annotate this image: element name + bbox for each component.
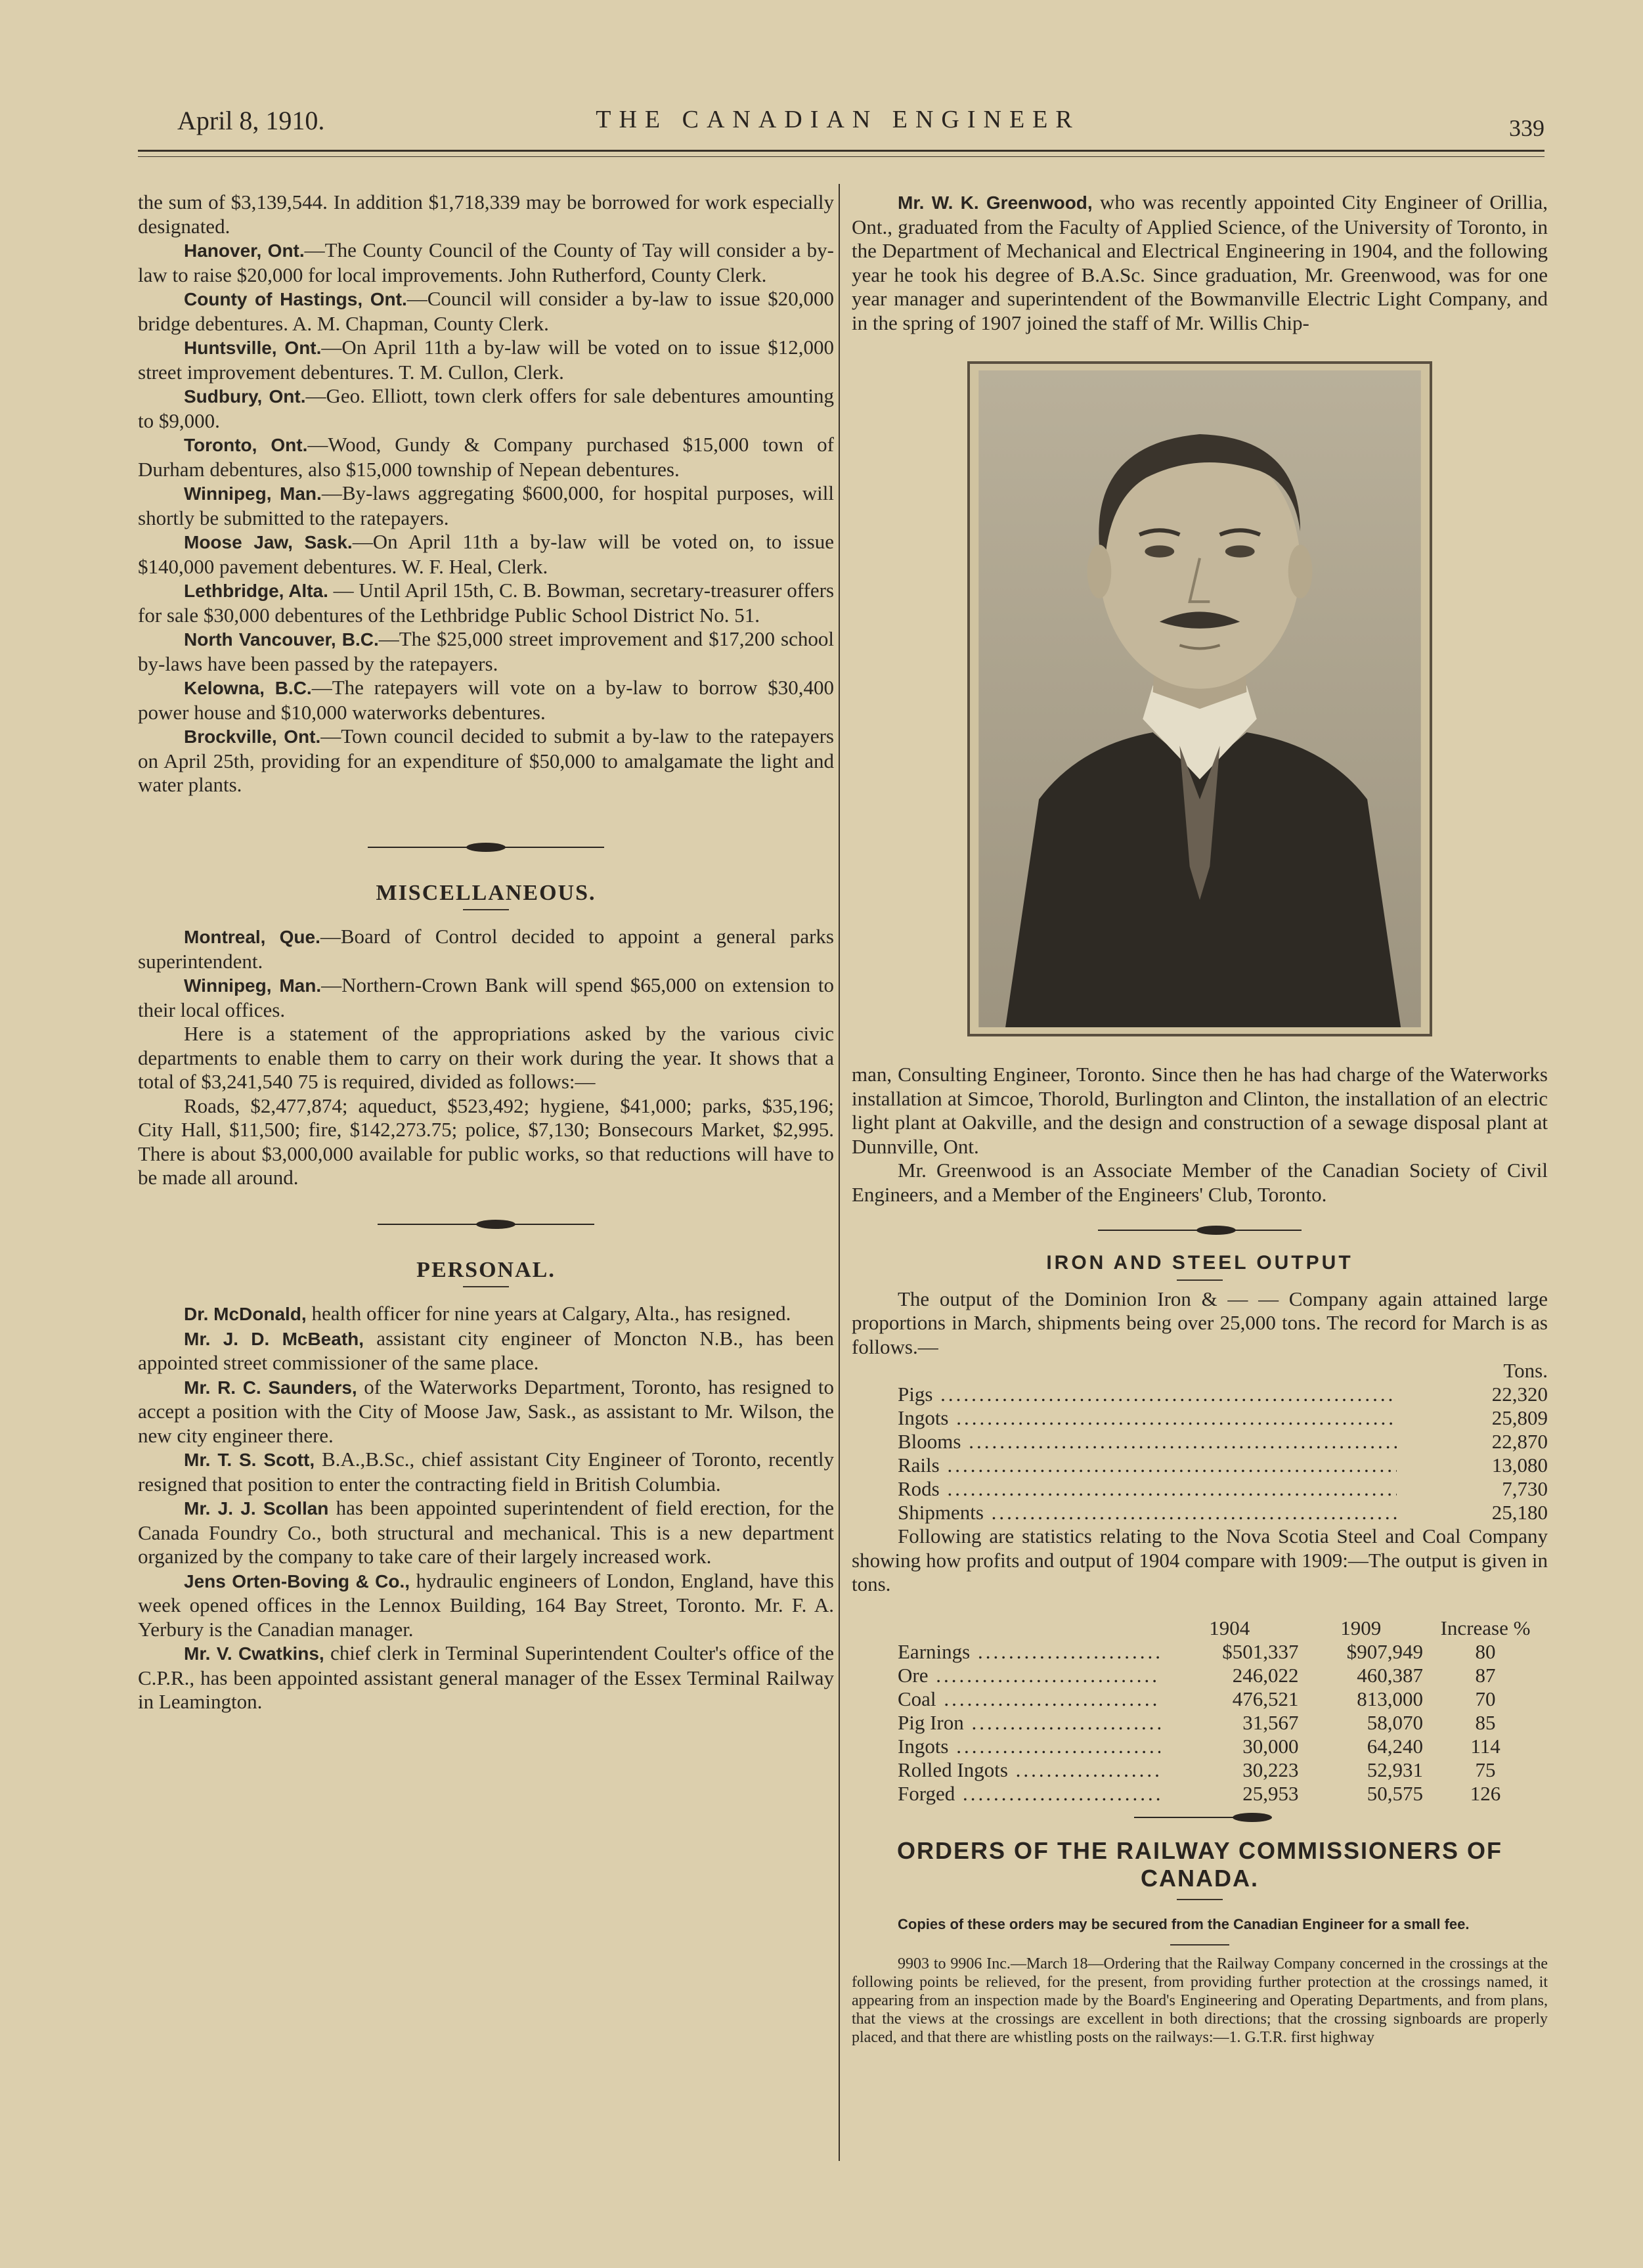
person-name: Jens Orten-Boving & Co.,	[184, 1570, 410, 1591]
cell-1904: 25,953	[1242, 1781, 1299, 1805]
personal-item	[138, 1448, 834, 1496]
iron-output-table	[852, 1359, 1548, 1524]
cell-1909: 460,387	[1357, 1663, 1424, 1687]
personal-list	[138, 1302, 834, 1714]
cell-increase: 80	[1475, 1639, 1496, 1663]
column-header: 1909	[1340, 1616, 1382, 1639]
item-text: —The County Council of the County of Tay will consider a by-law to raise $20,000 for local improvements. John Rutherford, County Clerk.	[138, 238, 834, 286]
orders-note: Copies of these orders may be secured from the Canadian Engineer for a small fee.	[898, 1915, 1470, 1932]
item-text: health officer for nine years at Calgary, Alta., has resigned.	[306, 1302, 791, 1325]
cell-1909: 813,000	[1357, 1687, 1424, 1710]
row-label: Forged .....	[852, 1782, 1160, 1806]
person-name: Mr. V. Cwatkins,	[184, 1643, 324, 1664]
item-text: —The $25,000 street improvement and $17,200 school by-laws have been passed by the ratepayers.	[138, 627, 834, 675]
personal-item	[138, 1641, 834, 1714]
personal-item	[138, 1327, 834, 1375]
table-row	[852, 1687, 1548, 1711]
item-text: —The ratepayers will vote on a by-law to borrow $30,400 power house and $10,000 waterworks debentures.	[138, 676, 834, 724]
cell-1904: 476,521	[1232, 1687, 1299, 1710]
heading-rule	[463, 909, 509, 910]
header-rule-thin	[138, 156, 1544, 157]
cell-increase: 114	[1470, 1734, 1501, 1758]
portrait-image	[976, 370, 1423, 1027]
debenture-item	[138, 676, 834, 724]
item-text: has been appointed superintendent of field erection, for the Canada Foundry Co., both structural and mechanical. This is a new department organized by the company to take care of their largely increased work.	[138, 1496, 834, 1568]
row-value: 25,809	[1491, 1406, 1548, 1429]
item-text: —Northern-Crown Bank will spend $65,000 on extension to their local offices.	[138, 973, 834, 1021]
row-value: 22,320	[1491, 1383, 1548, 1406]
portrait-photo	[967, 361, 1432, 1036]
row-label: Pig Iron .....	[852, 1711, 1160, 1735]
cell-increase: 126	[1470, 1781, 1501, 1805]
item-text: —Town council decided to submit a by-law to the ratepayers on April 25th, providing for an expenditure of $50,000 to amalgamate the light and water plants.	[138, 724, 834, 796]
misc-paragraph: Roads, $2,477,874; aqueduct, $523,492; hygiene, $41,000; parks, $35,196; City Hall, $11,500; fire, $142,273.75; police, $7,130; Bonsecours Market, $2,995. There is about $3,000,000 available for public works, so that reductions will have to be made all around.	[138, 1094, 834, 1189]
table-row	[852, 1735, 1548, 1758]
item-text: who was recently appointed City Engineer of Orillia, Ont., graduated from the Faculty of Applied Science, of the University of Toronto, in the Department of Mechanical and Electrical Engineering in 1904, and the following year he took his degree of B.A.Sc. Since graduation, Mr. Greenwood, was for one year manager and superintendent of the Bowmanville Electric Light Company, and in the spring of 1907 joined the staff of Mr. Willis Chip-	[852, 190, 1548, 334]
place-name: Winnipeg, Man.	[184, 483, 322, 504]
row-label: Pigs .....	[852, 1383, 1397, 1406]
personal-item	[138, 1302, 834, 1327]
cell-1909: 64,240	[1367, 1734, 1424, 1758]
cell-1904: 30,000	[1242, 1734, 1299, 1758]
misc-item	[138, 925, 834, 973]
left-column	[138, 190, 834, 1714]
item-text: —Board of Control decided to appoint a general parks superintendent.	[138, 925, 834, 973]
place-name: Huntsville, Ont.	[184, 338, 322, 358]
cell-1904: 30,223	[1242, 1758, 1299, 1781]
place-name: Lethbridge, Alta.	[184, 581, 328, 601]
section-ornament	[1134, 1810, 1265, 1825]
column-header: Tons.	[1503, 1359, 1548, 1382]
table-row	[852, 1711, 1548, 1735]
place-name: Hanover, Ont.	[184, 240, 305, 261]
debenture-item	[138, 481, 834, 530]
item-text: of the Waterworks Department, Toronto, has resigned to accept a position with the City of Moose Jaw, Sask., as assistant to Mr. Wilson, the new city engineer there.	[138, 1375, 835, 1447]
cell-1904: 246,022	[1232, 1663, 1299, 1687]
row-label: Blooms .....	[852, 1430, 1397, 1454]
intro-paragraph: the sum of $3,139,544. In addition $1,718,339 may be borrowed for work especially designated.	[138, 190, 834, 238]
person-name: Mr. W. K. Greenwood,	[898, 192, 1093, 213]
section-ornament	[378, 1216, 594, 1232]
debenture-item	[138, 336, 834, 384]
heading-rule	[1177, 1279, 1223, 1281]
item-text: —By-laws aggregating $600,000, for hospital purposes, will shortly be submitted to the ratepayers.	[138, 481, 834, 529]
place-name: North Vancouver, B.C.	[184, 629, 379, 650]
debenture-item	[138, 433, 834, 481]
place-name: Montreal, Que.	[184, 927, 320, 947]
row-value: 25,180	[1491, 1501, 1548, 1524]
debenture-item	[138, 579, 834, 627]
debenture-item	[138, 627, 834, 676]
table-row	[852, 1406, 1548, 1430]
header-date: April 8, 1910.	[177, 106, 325, 135]
place-name: Kelowna, B.C.	[184, 678, 312, 698]
person-name: Mr. R. C. Saunders,	[184, 1377, 357, 1398]
item-text: B.A.,B.Sc., chief assistant City Engineer of Toronto, recently resigned that position to enter the contracting field in British Columbia.	[138, 1448, 834, 1496]
cell-1904: $501,337	[1222, 1639, 1299, 1663]
row-label: Ore .....	[852, 1664, 1160, 1687]
miscellaneous-heading: MISCELLANEOUS.	[376, 880, 596, 905]
cell-1909: 52,931	[1367, 1758, 1424, 1781]
personal-item	[138, 1496, 834, 1569]
table-header-row	[852, 1359, 1548, 1383]
cell-1904: 31,567	[1242, 1710, 1299, 1734]
item-text: —Geo. Elliott, town clerk offers for sale debentures amounting to $9,000.	[138, 384, 834, 432]
row-label: Rolled Ingots .....	[852, 1758, 1160, 1782]
heading-rule	[463, 1286, 509, 1287]
table-row	[852, 1782, 1548, 1806]
cell-1909: 58,070	[1367, 1710, 1424, 1734]
debenture-item	[138, 530, 834, 579]
person-name: Mr. J. J. Scollan	[184, 1498, 329, 1519]
column-header: 1904	[1209, 1616, 1250, 1639]
greenwood-continued: man, Consulting Engineer, Toronto. Since then he has had charge of the Waterworks installation at Simcoe, Thorold, Burlington and Clinton, the installation of an electric light plant at Oakville, and the design and construction of a sewage disposal plant at Dunnville, Ont.	[852, 1063, 1548, 1158]
orders-heading: ORDERS OF THE RAILWAY COMMISSIONERS OF CANADA.	[896, 1836, 1503, 1892]
debenture-item	[138, 287, 834, 336]
cell-increase: 70	[1475, 1687, 1496, 1710]
row-label: Ingots .....	[852, 1735, 1160, 1758]
section-ornament	[1098, 1222, 1302, 1238]
row-label: Rails .....	[852, 1454, 1397, 1477]
debenture-list	[138, 238, 834, 797]
person-name: Mr. T. S. Scott,	[184, 1450, 315, 1470]
item-text: —Council will consider a by-law to issue $20,000 bridge debentures. A. M. Chapman, County Clerk.	[138, 287, 834, 335]
debenture-item	[138, 724, 834, 797]
table-row	[852, 1454, 1548, 1477]
item-text: — Until April 15th, C. B. Bowman, secretary-treasurer offers for sale $30,000 debentures of the Lethbridge Public School District No. 51.	[138, 579, 835, 627]
row-label: Rods .....	[852, 1477, 1397, 1501]
column-divider	[839, 184, 840, 2161]
place-name: Brockville, Ont.	[184, 726, 321, 747]
misc-item	[138, 973, 834, 1022]
table-row	[852, 1758, 1548, 1782]
item-text: —Wood, Gundy & Company purchased $15,000 town of Durham debentures, also $15,000 township of Nepean debentures.	[138, 433, 834, 481]
personal-heading: PERSONAL.	[416, 1257, 556, 1282]
header-title: THE CANADIAN ENGINEER	[596, 106, 1080, 133]
greenwood-membership: Mr. Greenwood is an Associate Member of the Canadian Society of Civil Engineers, and a Member of the Engineers' Club, Toronto.	[852, 1159, 1548, 1206]
row-value: 7,730	[1502, 1477, 1548, 1500]
table-header-row	[852, 1616, 1548, 1640]
debenture-item	[138, 384, 834, 433]
item-text: chief clerk in Terminal Superintendent Coulter's office of the C.P.R., has been appointed assistant general manager of the Essex Terminal Railway in Leamington.	[138, 1641, 834, 1713]
heading-rule	[1177, 1899, 1223, 1900]
orders-text: 9903 to 9906 Inc.—March 18—Ordering that the Railway Company concerned in the crossings at the following points be relieved, for the present, from providing further protection at the crossings named, it appearing from an inspection made by the Board's Engineering and Operating Departments, and from plans, that the views at the crossings are excellent in both directions; that the crossing signboards are properly placed, and that there are whistling posts on the railways:—1. G.T.R. first highway	[852, 1955, 1548, 2046]
column-header: Increase %	[1440, 1616, 1531, 1639]
item-text: assistant city engineer of Moncton N.B., has been appointed street commissioner of the same place.	[138, 1326, 834, 1374]
cell-increase: 75	[1475, 1758, 1496, 1781]
iron-steel-heading: IRON AND STEEL OUTPUT	[1046, 1252, 1353, 1274]
place-name: Sudbury, Ont.	[184, 386, 306, 407]
heading-rule	[1170, 1944, 1229, 1946]
greenwood-paragraph	[852, 190, 1548, 335]
cell-increase: 87	[1475, 1663, 1496, 1687]
place-name: Winnipeg, Man.	[184, 975, 322, 996]
place-name: Toronto, Ont.	[184, 435, 308, 455]
right-column	[852, 190, 1548, 2047]
row-value: 13,080	[1491, 1454, 1548, 1477]
personal-item	[138, 1375, 834, 1448]
misc-paragraph: Here is a statement of the appropriations asked by the various civic departments to enable them to carry on their work during the year. It shows that a total of $3,241,540 75 is required, divided as follows:—	[138, 1022, 834, 1093]
row-label: Earnings .....	[852, 1640, 1160, 1664]
cell-increase: 85	[1475, 1710, 1496, 1734]
row-value: 22,870	[1491, 1430, 1548, 1453]
table-row	[852, 1430, 1548, 1454]
debenture-item	[138, 238, 834, 287]
nova-scotia-table	[852, 1616, 1548, 1806]
person-name: Mr. J. D. McBeath,	[184, 1328, 364, 1349]
cell-1909: 50,575	[1367, 1781, 1424, 1805]
place-name: Moose Jaw, Sask.	[184, 532, 353, 552]
row-label: Shipments .....	[852, 1501, 1397, 1524]
table-row	[852, 1477, 1548, 1501]
header-page-number: 339	[1509, 115, 1544, 141]
cell-1909: $907,949	[1346, 1639, 1424, 1663]
row-label: Coal .....	[852, 1687, 1160, 1711]
row-label: Ingots .....	[852, 1406, 1397, 1430]
table-row	[852, 1664, 1548, 1687]
table-row	[852, 1640, 1548, 1664]
item-text: —On April 11th a by-law will be voted on, to issue $140,000 pavement debentures. W. F. Heal, Clerk.	[138, 530, 834, 578]
item-text: hydraulic engineers of London, England, have this week opened offices in the Lennox Building, 164 Bay Street, Toronto. Mr. F. A. Yerbury is the Canadian manager.	[138, 1568, 834, 1641]
section-ornament	[368, 839, 604, 855]
header-rule	[138, 150, 1544, 152]
table-row	[852, 1501, 1548, 1524]
item-text: —On April 11th a by-law will be voted on to issue $12,000 street improvement debentures. T. M. Cullon, Clerk.	[138, 336, 834, 384]
nova-scotia-intro: Following are statistics relating to the Nova Scotia Steel and Coal Company showing how profits and output of 1904 compare with 1909:—The output is given in tons.	[852, 1524, 1548, 1595]
personal-item	[138, 1569, 834, 1642]
place-name: County of Hastings, Ont.	[184, 289, 407, 309]
person-name: Dr. McDonald,	[184, 1304, 307, 1324]
page-header	[131, 105, 1544, 145]
iron-intro: The output of the Dominion Iron & — — Company again attained large proportions in March, shipments being over 25,000 tons. The record for March is as follows.—	[852, 1287, 1548, 1358]
table-row	[852, 1383, 1548, 1406]
